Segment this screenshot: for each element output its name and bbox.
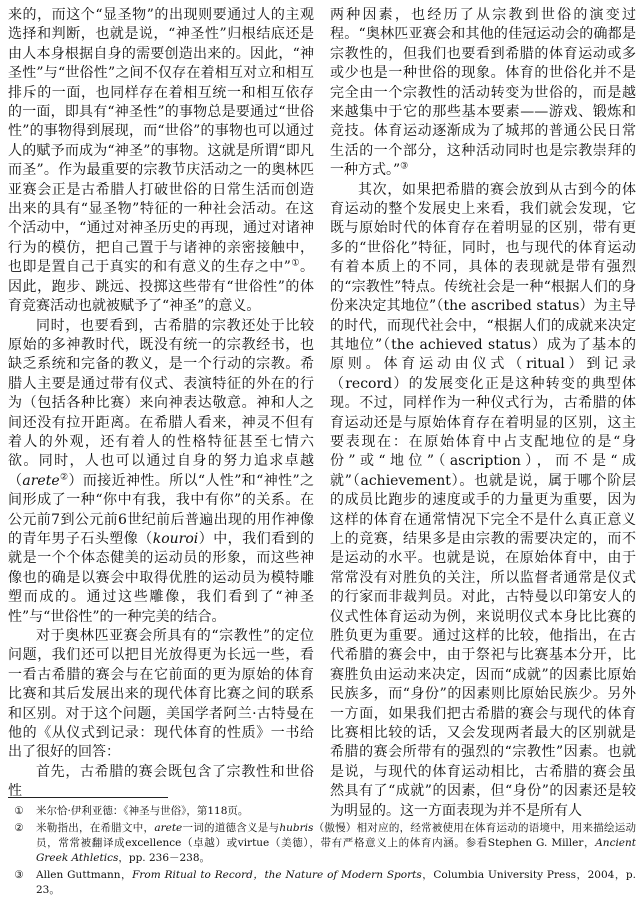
paragraph: 同时，也要看到，古希腊的宗教还处于比较原始的多神教时代，既没有统一的宗教经书，也缺乏系统和完备的教义，是一个行动的宗教。希腊人主要是通过带有仪式、表演特征的外在的行为（包括各种比赛）来向神表达敬意。神和人之间还没有拉开距离。在希腊人看来，神灵不但有着人的外观，还有着人的性格特征甚至七情六欲。同时，人也可以通过自身的努力追求卓越（arete②）而接近神性。所以“人性”和“神性”之间形成了一种“你中有我，我中有你”的关系。在公元前7到公元前6世纪前后普遍出现的用作神像的青年男子石头塑像（kouroi）中，我们看到的就是一个个体态健美的运动员的形象，而这些神像也的确是以赛会中取得优胜的运动员为模特雕塑而成的。通过这些雕像，我们看到了“神圣性”与“世俗性”的一种完美的结合。 xyxy=(8,317,315,625)
footnote-text: Allen Guttmann，From Ritual to Record，the Nature of Modern Sports，Columbia University Press，2004，p. 23。 xyxy=(36,869,636,896)
paragraph: 其次，如果把希腊的赛会放到从古到今的体育运动的整个发展史上来看，我们就会发现，它既与原始时代的体育存在着明显的区别，带有更多的“世俗化”特征，同时，也与现代的体育运动有着本质上的不同，具体的表现就是带有强烈的“宗教性”特点。传统社会是一种“根据人们的身份来决定其地位”（the ascribed status）为主导的时代，而现代社会中，“根据人们的成就来决定其地位”（the achieved status）成为了基本的原则。体育运动由仪式（ritual）到记录（record）的发展变化正是这种转变的典型体现。不过，同样作为一种仪式行为，古希腊的体育运动还是与原始体育存在着明显的区别，这主要表现在：在原始体育中占支配地位的是“身份”或“地位”（ascription），而不是“成就”（achievement）。也就是说，属于哪个阶层的成员比跑步的速度或手的力量更为重要，因为这样的体育在通常情况下完全不是什么真正意义上的竞赛，结果多是由宗教的需要决定的，而不是运动的水平。也就是说，在原始体育中，由于常常没有对胜负的关注，所以监督者通常是仪式的行家而非裁判员。对此，古特曼以印第安人的仪式性体育运动为例，来说明仪式本身比比赛的胜负更为重要。通过这样的比较，他指出，在古代希腊的赛会中，由于祭祀与比赛基本分开，比赛胜负由运动来决定，因而“成就”的因素比原始民族多，而“身份”的因素则比原始民族少。另外一方面，如果我们把古希腊的赛会与现代的体育比赛相比较的话，又会发现两者最大的区别就是希腊的赛会所带有的强烈的“宗教性”因素。也就是说，与现代的体育运动相比，古希腊的赛会虽然具有了“成就”的因素，但“身份”的因素还是较为明显的。这一方面表现为并不是所有人 xyxy=(330,181,636,819)
paragraph: 首先，古希腊的赛会既包含了宗教性和世俗性 xyxy=(8,763,314,800)
footnote-ref-2[interactable]: ② xyxy=(59,472,69,483)
footnote-mark: ② xyxy=(14,822,24,834)
footnote-ref-3[interactable]: ③ xyxy=(400,161,409,172)
paragraph: 对于奥林匹亚赛会所具有的“宗教性”的定位问题，我们还可以把目光放得更为长远一些，看一看古希腊的赛会与在它前面的更为原始的体育比赛和其后发展出来的现代体育比赛之间的联系和区别。对于这个问题，美国学者阿兰·古特曼在他的《从仪式到记录：现代体育的性质》一书给出了很好的回答： xyxy=(8,628,314,761)
left-column xyxy=(8,6,315,800)
footnote xyxy=(8,868,636,898)
footnote-divider xyxy=(8,797,168,798)
cited-title: From Ritual to Record，the Nature of Modern Sports xyxy=(132,869,422,881)
paragraph: 来的，而这个“显圣物”的出现则要通过人的主观选择和判断，也就是说，“神圣性”归根结底还是由人本身根据自身的需要创造出来的。因此，“神圣性”与“世俗性”之间不仅存在着相互对立和相互排斥的一面，也同样存在着相互统一和相互依存的一面，即具有“神圣性”的事物总是要通过“世俗性”的事物得到展现，而“世俗”的事物也可以通过人的赋予而成为“神圣”的事物。这就是所谓“即凡而圣”。作为最重要的宗教节庆活动之一的奥林匹亚赛会正是古希腊人打破世俗的日常生活而创造出来的具有“显圣物”特征的一种社会活动。在这个活动中，“通过对神圣历史的再现，通过对诸神行为的模仿，把自己置于与诸神的亲密接触中，也即是置自己于真实的和有意义的生存之中”①。因此，跑步、跳远、投掷这些带有“世俗性”的体育竞赛活动也就被赋予了“神圣”的意义。 xyxy=(8,7,315,315)
footnote-mark: ③ xyxy=(14,869,24,881)
footnote-ref-1[interactable]: ① xyxy=(290,258,301,269)
footnote xyxy=(8,804,636,819)
paragraph: 两种因素，也经历了从宗教到世俗的演变过程。“奥林匹亚赛会和其他的佳冠运动会的确都是宗教性的，但我们也要看到希腊的体育运动或多或少也是一种世俗的现象。体育的世俗化并不是完全由一个宗教性的活动转变为世俗的，而是越来越集中于它的那些基本要素——游戏、锻炼和竞技。体育运动逐渐成为了城邦的普通公民日常生活的一个部分，这种活动同时也是宗教崇拜的一种方式。”③ xyxy=(330,7,636,179)
footnotes xyxy=(8,804,636,900)
footnote-text: 米勒指出，在希腊文中，arete一词的道德含义是与hubris（傲慢）相对应的，经常被使用在体育运动的语境中，用来描绘运动员，常常被翻译成excellence（卓越）或virtue（美德），带有严格意义上的体育内涵。参看Stephen G. Miller，Ancient Greek Athletics，pp. 236－238。 xyxy=(36,822,637,864)
footnote xyxy=(8,821,636,866)
latin-term: arete xyxy=(22,472,60,489)
footnote-text: 米尔恰·伊利亚德：《神圣与世俗》，第118页。 xyxy=(36,805,249,817)
latin-term: kouroi xyxy=(152,530,199,547)
footnote-mark: ① xyxy=(14,805,24,817)
right-column xyxy=(330,6,636,819)
cited-title: Ancient Greek Athletics xyxy=(36,837,636,864)
